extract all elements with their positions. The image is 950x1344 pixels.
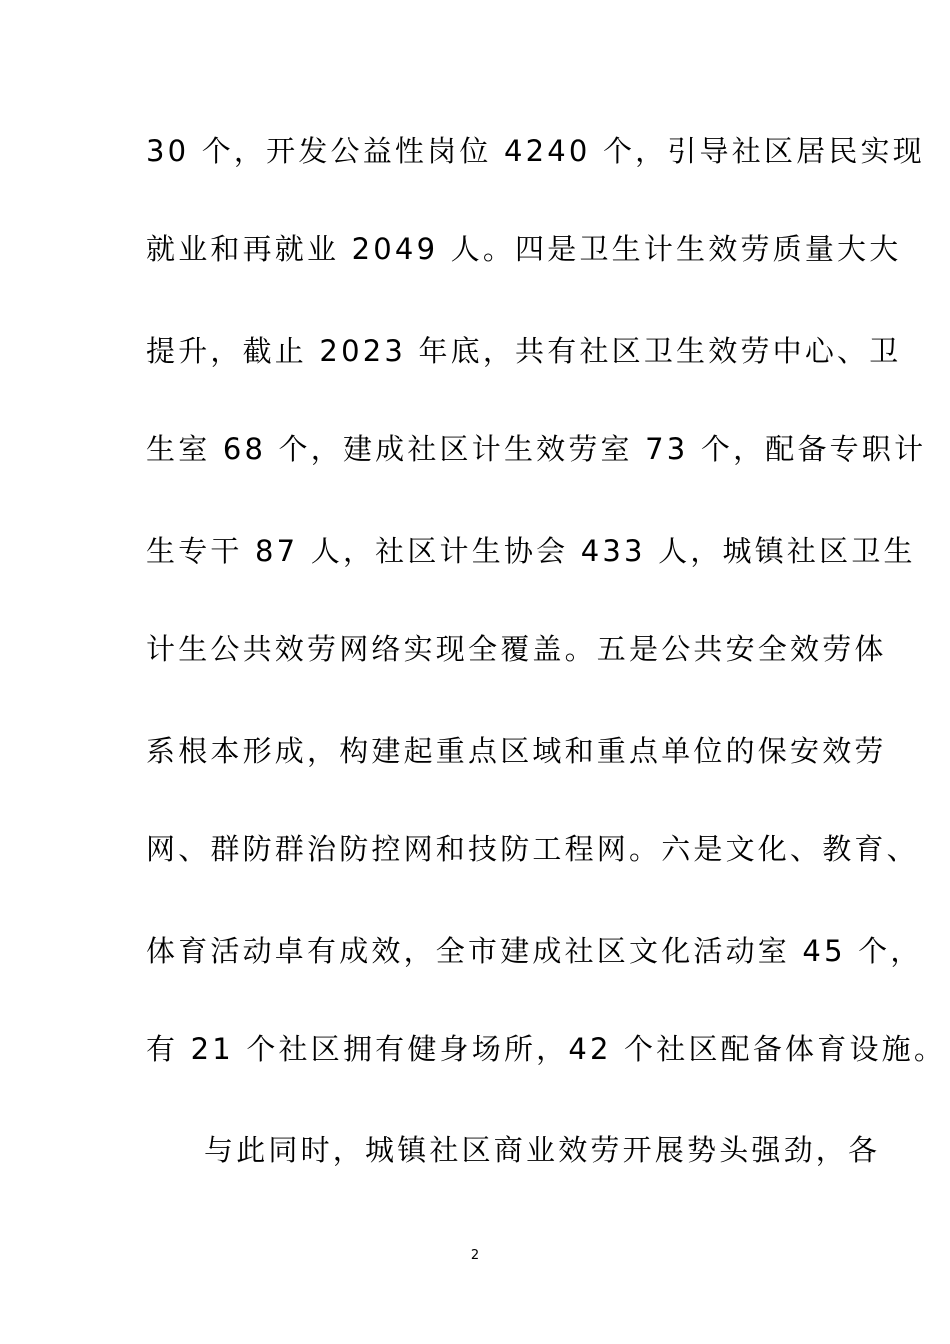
paragraph-start-line: 与此同时，城镇社区商业效劳开展势头强劲，各 (204, 1133, 881, 1167)
body-text-line-7: 系根本形成，构建起重点区域和重点单位的保安效劳 (146, 734, 887, 768)
body-text-line-4: 生室 68 个，建成社区计生效劳室 73 个，配备专职计 (146, 432, 927, 466)
body-text-line-1: 30 个，开发公益性岗位 4240 个，引导社区居民实现 (146, 134, 925, 168)
body-text-line-9: 体育活动卓有成效，全市建成社区文化活动室 45 个， (146, 934, 923, 968)
page-number: 2 (470, 1248, 480, 1263)
body-text-line-10: 有 21 个社区拥有健身场所，42 个社区配备体育设施。 (146, 1032, 947, 1066)
body-text-line-8: 网、群防群治防控网和技防工程网。六是文化、教育、 (146, 832, 919, 866)
body-text-line-3: 提升，截止 2023 年底，共有社区卫生效劳中心、卫 (146, 334, 902, 368)
body-text-line-5: 生专干 87 人，社区计生协会 433 人，城镇社区卫生 (146, 534, 916, 568)
body-text-line-6: 计生公共效劳网络实现全覆盖。五是公共安全效劳体 (146, 632, 887, 666)
body-text-line-2: 就业和再就业 2049 人。四是卫生计生效劳质量大大 (146, 232, 902, 266)
